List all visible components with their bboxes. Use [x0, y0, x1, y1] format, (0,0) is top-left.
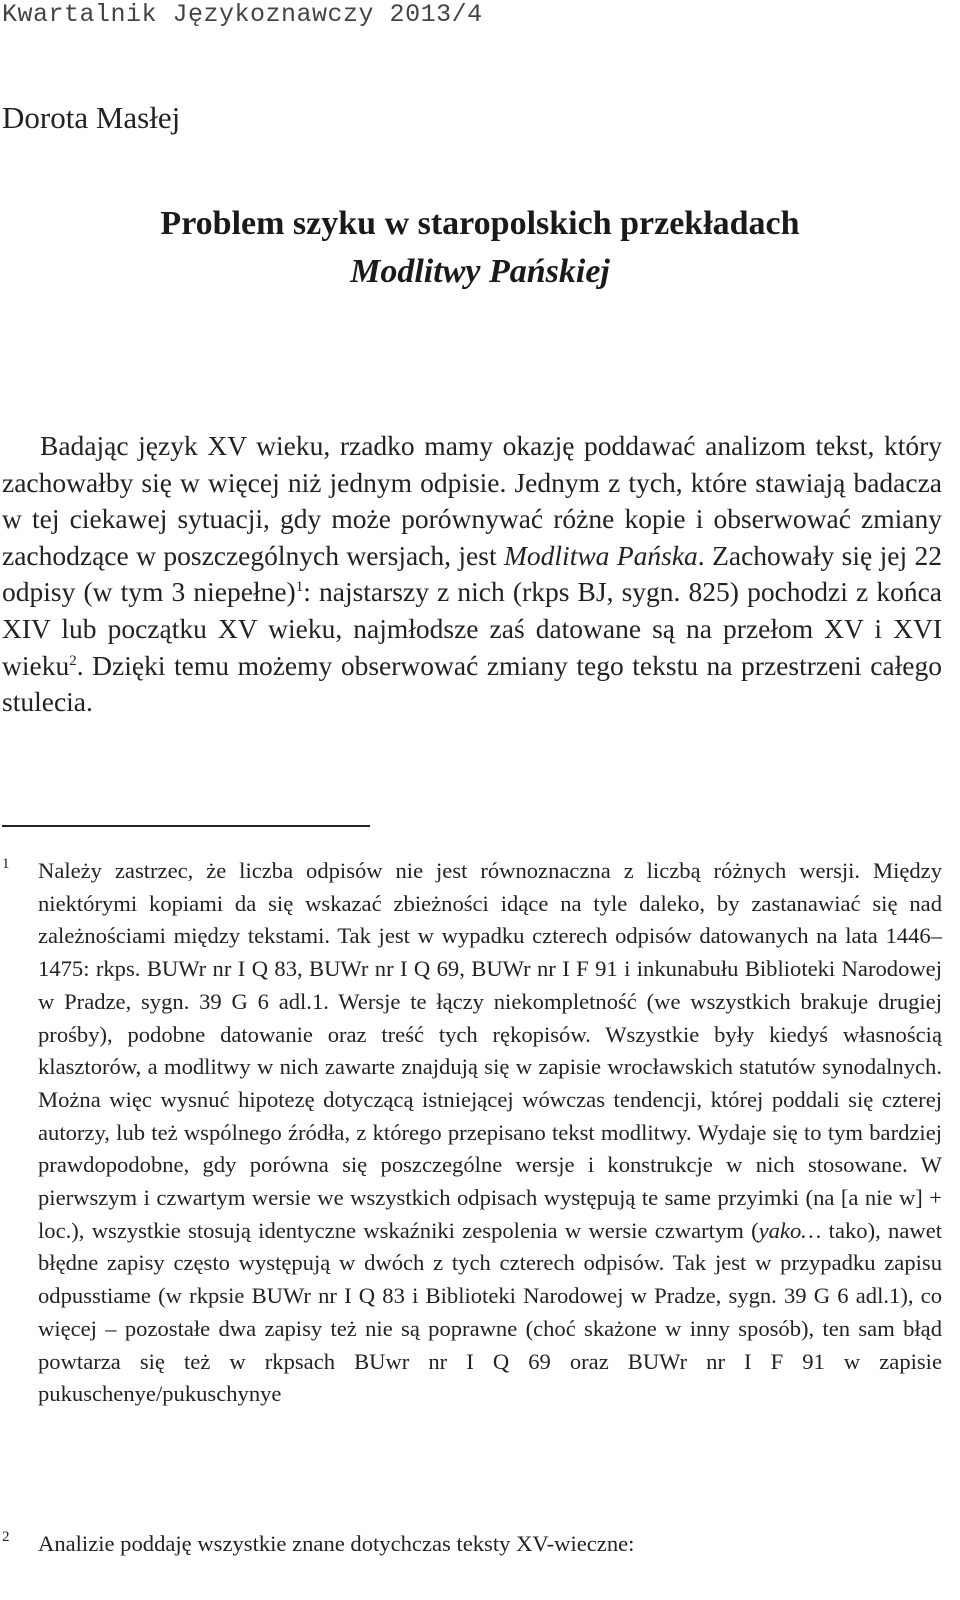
footnote-1-text-a: Należy zastrzec, że liczba odpisów nie jest równoznaczna z liczbą różnych wersji. Między niektórymi kopiami da się wskazać zbieżności idące na tyle daleko, by zastanawiać się nad zależnościami między tekstami. Tak jest w wypadku czterech odpisów datowanych na lata 1446–1475: rkps. BUWr nr I Q 83, BUWr nr I Q 69, BUWr nr I F 91 i inkunabułu Biblioteki Narodowej w Pradze, sygn. 39 G 6 adl.1. Wersje te łączy niekompletność (we wszystkich brakuje drugiej prośby), podobne datowanie oraz treść tych rękopisów. Wszystkie były kiedyś własnością klasztorów, a modlitwy w nich zawarte znajdują się w zapisie wrocławskich statutów synodalnych. Można więc wysnuć hipotezę dotyczącą istniejącej wówczas tendencji, której poddali się czterej autorzy, lub też wspólnego źródła, z którego przepisano tekst modlitwy. Wydaje się to tym bardziej prawdopodobne, gdy porówna się poszczególne wersje i konstrukcje w nich stosowane. W pierwszym i czwartym wersie we wszystkich odpisach występują te same przyimki (na [a nie w] + loc.), wszystkie stosują identyczne wskaźniki zespolenia w wersie czwartym ( — [38, 858, 942, 1243]
body-text-1: Badając język XV wieku, rzadko mamy okazję poddawać analizom tekst, który zachowałby się w więcej niż jednym odpisie. Jednym z tych, które stawiają badacza w tej ciekawej sytuacji, gdy może porównywać różne kopie i obserwować zmiany zachodzące w poszczególnych wersjach, jest — [2, 430, 942, 571]
paragraph-1 — [2, 428, 942, 721]
footnote-ref-1[interactable]: 1 — [295, 579, 304, 596]
body-paragraph — [2, 428, 942, 721]
article-title — [0, 200, 960, 296]
footnote-text-1 — [38, 855, 942, 1411]
body-text-3: : najstarszy z nich (rkps BJ, sygn. 825) pochodzi z końca XIV lub początku XV wieku, najmłodsze zaś datowane są na przełom XV i XVI wieku — [2, 576, 942, 681]
footnote-1-text-b: tako), nawet błędne zapisy często występują w dwóch z tych czterech odpisów. Tak jest w przypadku zapisu odpusstiame (w rkpsie BUWr nr I Q 83 i Biblioteki Narodowej w Pradze, sygn. 39 G 6 adl.1), co więcej – pozostałe dwa zapisy też nie są poprawne (choć skażone w inny sposób), ten sam błąd powtarza się też w rkpsach BUwr nr I Q 69 oraz BUWr nr I F 91 w zapisie pukuschenye/pukuschynye — [38, 1217, 942, 1407]
title-line-2: Modlitwy Pańskiej — [350, 253, 610, 290]
footnote-2 — [0, 1528, 942, 1561]
title-line-1: Problem szyku w staropolskich przekładach — [160, 205, 800, 242]
footnote-number-1: 1 — [2, 856, 10, 872]
body-italic-title: Modlitwa Pańska — [504, 539, 698, 571]
author-name: Dorota Masłej — [2, 100, 181, 135]
body-text-2: . Zachowały się jej 22 odpisy (w tym 3 niepełne) — [2, 539, 942, 608]
footnote-divider — [2, 825, 370, 827]
journal-header: Kwartalnik Językoznawczy 2013/4 — [2, 0, 483, 29]
footnote-number-2: 2 — [2, 1529, 10, 1545]
footnote-text-2: Analizie poddaję wszystkie znane dotychczas teksty XV-wieczne: — [38, 1531, 635, 1556]
footnote-1-italic: yako… — [758, 1217, 822, 1243]
body-text-4: . Dzięki temu możemy obserwować zmiany tego tekstu na przestrzeni całego stulecia. — [2, 649, 942, 718]
footnote-ref-2[interactable]: 2 — [69, 652, 77, 669]
footnote-1 — [0, 855, 942, 1411]
